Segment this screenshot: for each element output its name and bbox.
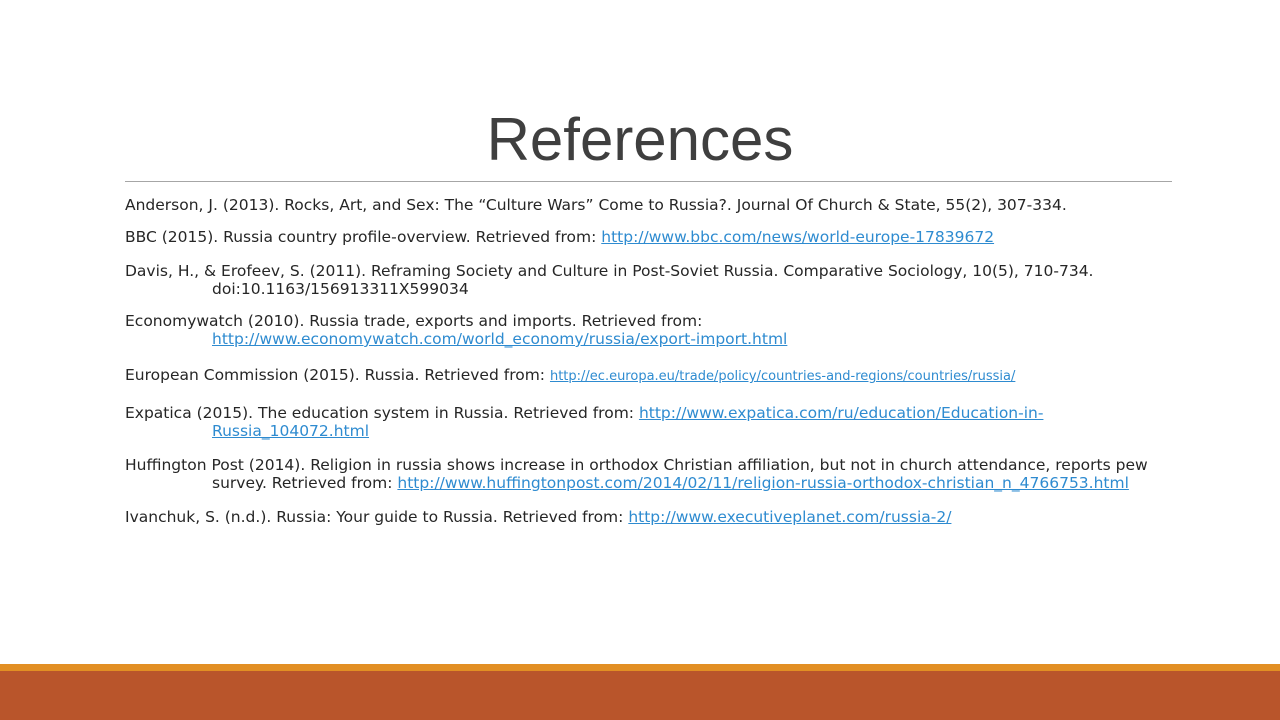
reference-item-ivanchuk [125,508,1175,526]
title-divider [125,181,1172,182]
reference-item-anderson [125,196,1175,214]
reference-item-davis [125,262,1175,298]
reference-item-huffington-post [125,456,1175,492]
footer-band [0,671,1280,720]
reference-text: Expatica (2015). The education system in Russia. Retrieved from: [125,404,639,422]
reference-item-expatica [125,404,1175,440]
reference-text: European Commission (2015). Russia. Retrieved from: [125,366,550,384]
reference-link[interactable]: http://ec.europa.eu/trade/policy/countries-and-regions/countries/russia/ [549,369,1016,384]
reference-link[interactable]: http://www.huffingtonpost.com/2014/02/11/religion-russia-orthodox-christian_n_4766753.html [397,474,1129,492]
reference-text: Ivanchuk, S. (n.d.). Russia: Your guide to Russia. Retrieved from: [125,508,629,526]
reference-text: Huffington Post (2014). Religion in russia shows increase in orthodox Christian affiliation, but not in church attendance, reports pew survey. Retrieved from: [125,456,1148,492]
reference-text: BBC (2015). Russia country profile-overview. Retrieved from: [125,228,602,246]
reference-text: Davis, H., & Erofeev, S. (2011). Reframing Society and Culture in Post-Soviet Russia. Comparative Sociology, 10(5), 710-734. doi:10.1163/156913311X599034 [125,262,1094,298]
reference-link[interactable]: http://www.executiveplanet.com/russia-2/ [628,508,952,526]
reference-link[interactable]: http://www.bbc.com/news/world-europe-17839672 [601,228,995,246]
slide-title: References [486,106,794,173]
reference-list [125,196,1175,540]
reference-item-bbc [125,228,1175,246]
reference-text: Economywatch (2010). Russia trade, exports and imports. Retrieved from: [125,312,703,330]
reference-link[interactable]: http://www.economywatch.com/world_economy/russia/export-import.html [212,330,788,348]
reference-item-european-commission [125,364,1175,386]
reference-text: Anderson, J. (2013). Rocks, Art, and Sex: The “Culture Wars” Come to Russia?. Journal Of Church & State, 55(2), 307-334. [125,196,1067,214]
accent-stripe [0,664,1280,671]
reference-link[interactable]: http://www.expatica.com/ru/education/Education-in-Russia_104072.html [212,404,1044,440]
reference-item-economywatch [125,312,1175,348]
